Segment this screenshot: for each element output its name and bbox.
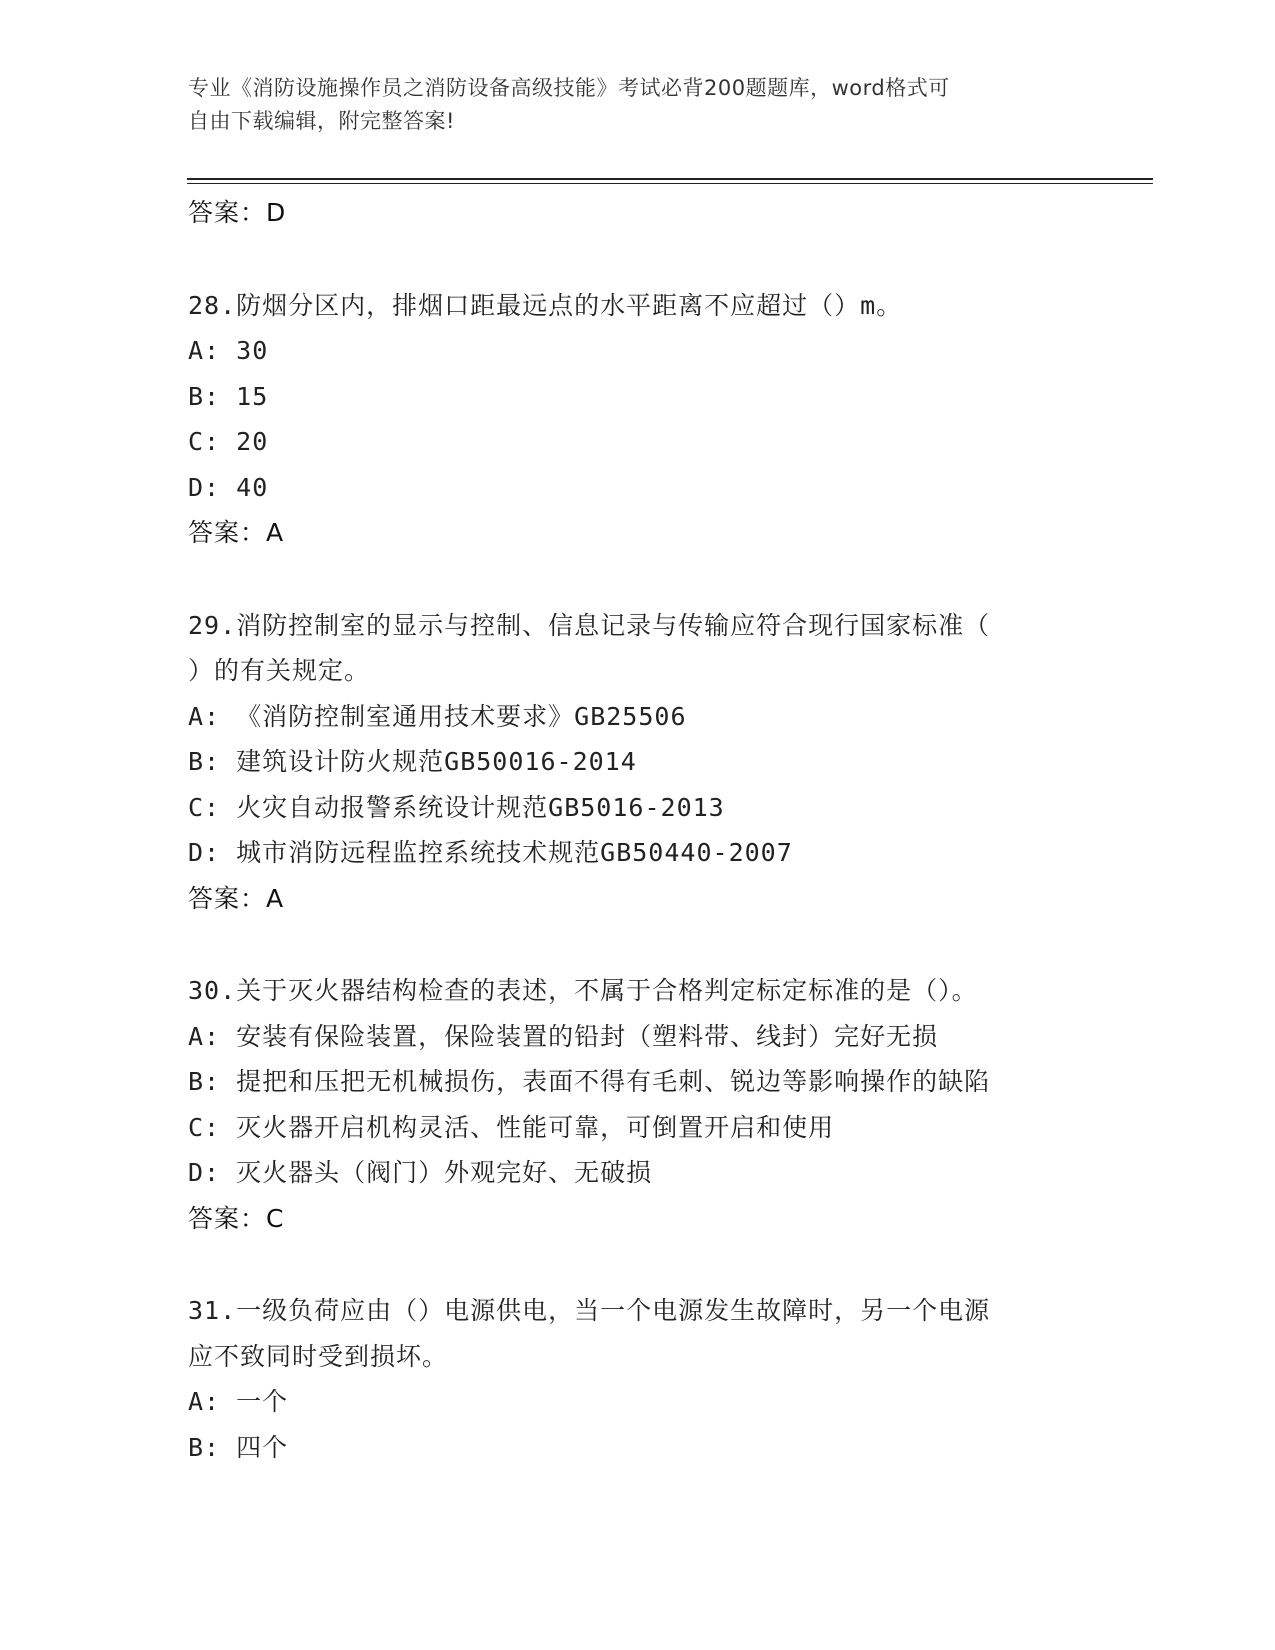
question-28 <box>188 283 1088 556</box>
header-line-1: 专业《消防设施操作员之消防设备高级技能》考试必背200题题库，word格式可 <box>188 76 950 100</box>
option-a: A: 30 <box>188 336 269 365</box>
option-a: A: 安装有保险装置，保险装置的铅封（塑料带、线封）完好无损 <box>188 1021 939 1051</box>
option-b: B: 提把和压把无机械损伤，表面不得有毛刺、锐边等影响操作的缺陷 <box>188 1067 991 1096</box>
question-stem: 28.防烟分区内，排烟口距最远点的水平距离不应超过（）m。 <box>188 290 903 320</box>
question-stem: 29.消防控制室的显示与控制、信息记录与传输应符合现行国家标准（ <box>188 610 991 640</box>
question-list <box>188 190 1088 1470</box>
question-31 <box>188 1288 1088 1470</box>
question-stem-continued: ）的有关规定。 <box>188 656 371 685</box>
question-stem: 30.关于灭火器结构检查的表述，不属于合格判定标定标准的是（）。 <box>188 976 978 1005</box>
header-rule-thin <box>187 183 1153 184</box>
option-b: B: 四个 <box>188 1432 289 1462</box>
answer-line: 答案：A <box>188 518 285 547</box>
option-c: C: 火灾自动报警系统设计规范GB5016-2013 <box>188 792 725 822</box>
option-d: D: 城市消防远程监控系统技术规范GB50440-2007 <box>188 838 793 867</box>
question-stem: 31.一级负荷应由（）电源供电，当一个电源发生故障时，另一个电源 <box>188 1296 991 1325</box>
option-b: B: 15 <box>188 381 269 411</box>
option-b: B: 建筑设计防火规范GB50016-2014 <box>188 747 637 776</box>
answer-line: 答案：A <box>188 883 285 913</box>
option-d: D: 40 <box>188 472 269 502</box>
header-rule-thick <box>187 178 1153 180</box>
option-d: D: 灭火器头（阀门）外观完好、无破损 <box>188 1158 653 1187</box>
option-c: C: 灭火器开启机构灵活、性能可靠，可倒置开启和使用 <box>188 1112 835 1142</box>
header-line-2: 自由下载编辑，附完整答案! <box>188 109 455 133</box>
question-30 <box>188 968 1088 1241</box>
question-29 <box>188 603 1088 922</box>
option-c: C: 20 <box>188 427 269 456</box>
option-a: A: 《消防控制室通用技术要求》GB25506 <box>188 701 687 731</box>
answer-line: 答案：D <box>188 198 287 227</box>
option-a: A: 一个 <box>188 1387 289 1416</box>
document-header <box>188 72 1088 138</box>
answer-line: 答案：C <box>188 1203 285 1233</box>
question-stem-continued: 应不致同时受到损坏。 <box>188 1341 449 1371</box>
